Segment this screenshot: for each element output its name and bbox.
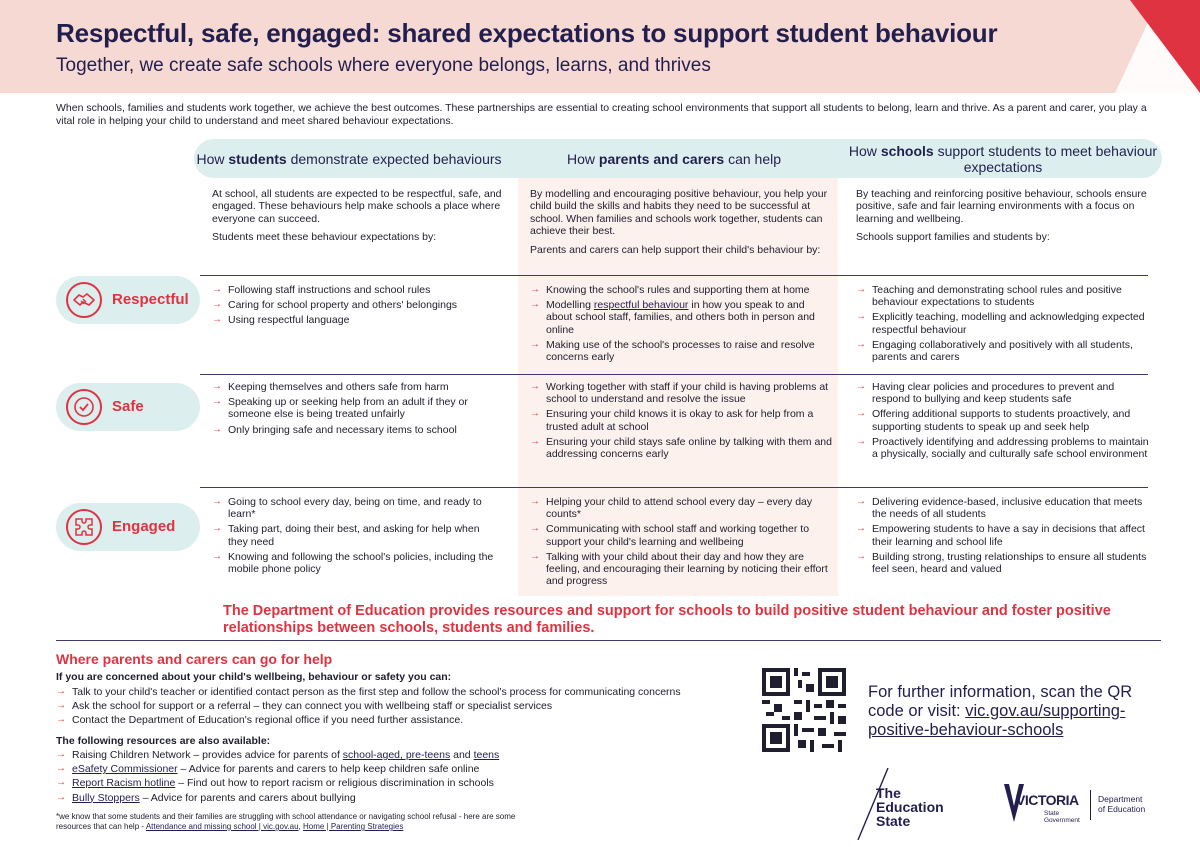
list-item: → Having clear policies and procedures to prevent and respond to bullying and keep students safe — [856, 381, 1152, 405]
list-item: → Bully Stoppers – Advice for parents and carers about bullying — [56, 792, 756, 804]
engaged-students-list — [212, 496, 502, 578]
list-item: → Proactively identifying and addressing problems to maintain a physically, socially and culturally safe school environment — [856, 436, 1152, 460]
header-red-triangle — [1130, 0, 1200, 93]
list-item: → Going to school every day, being on time, and ready to learn* — [212, 496, 502, 520]
resources-lead: The following resources are also available: — [56, 735, 271, 747]
list-item: → Helping your child to attend school every day – every day counts* — [530, 496, 832, 520]
intro-paragraph: When schools, families and students work together, we achieve the best outcomes. These partnerships are essential to creating school environments that support all students to belong, learn and thrive. As a parent and carer, you play a vital role in helping your child to understand and meet shared behaviour expectations. — [56, 102, 1147, 127]
list-item: → Ask the school for support or a referral – they can connect you with wellbeing staff or specialist services — [56, 700, 756, 712]
help-lead: If you are concerned about your child's wellbeing, behaviour or safety you can: — [56, 671, 452, 683]
shield-check-icon — [66, 389, 102, 425]
row-label-text: Safe — [112, 398, 144, 415]
list-item: → Talking with your child about their day and how they are feeling, and encouraging their learning by noticing their effort and progress — [530, 551, 832, 588]
report-racism-link[interactable]: Report Racism hotline — [72, 777, 176, 790]
handshake-icon — [66, 282, 102, 318]
list-item: → Talk to your child's teacher or identified contact person as the first step and follow the school's process for communicating concerns — [56, 686, 756, 698]
row-label-text: Respectful — [112, 291, 189, 308]
list-item: → Knowing and following the school's policies, including the mobile phone policy — [212, 551, 502, 575]
list-item: → Speaking up or seeking help from an adult if they or someone else is being treated unfairly — [212, 396, 502, 420]
footnote: *we know that some students and their families are struggling with school attendance or navigating school refusal - here are some resources that can help - Attendance and missing school | vic.gov.au, Home | Parenting Strategies — [56, 812, 516, 831]
list-item: → Caring for school property and others' belongings — [212, 299, 502, 311]
divider — [200, 374, 1148, 375]
students-intro: At school, all students are expected to be respectful, safe, and engaged. These behaviours help make schools a place where everyone can succeed. Students meet these behaviour expectations by: — [212, 188, 502, 244]
department-logo-text: Department of Education — [1098, 794, 1146, 814]
safe-students-list — [212, 381, 502, 439]
teens-link[interactable]: teens — [473, 749, 500, 761]
list-item: → Working together with staff if your child is having problems at school to understand and resolve the issue — [530, 381, 832, 405]
page-header — [0, 0, 1200, 93]
help-list — [56, 686, 756, 729]
logo-divider — [1090, 790, 1091, 820]
row-label-engaged — [56, 503, 200, 551]
row-label-text: Engaged — [112, 518, 176, 535]
respectful-parents-list — [530, 284, 832, 366]
list-item: → eSafety Commissioner – Advice for parents and carers to help keep children safe online — [56, 763, 756, 775]
list-item: → Engaging collaboratively and positively with all students, parents and carers — [856, 339, 1152, 363]
list-item: → Raising Children Network – provides advice for parents of school-aged, pre-teens and teens — [56, 749, 756, 761]
divider — [200, 487, 1148, 488]
list-item: → Empowering students to have a say in decisions that affect their learning and school life — [856, 523, 1152, 547]
list-item: → Keeping themselves and others safe from harm — [212, 381, 502, 393]
list-item: → Teaching and demonstrating school rules and positive behaviour expectations to students — [856, 284, 1152, 308]
page-subtitle: Together, we create safe schools where everyone belongs, learns, and thrives — [56, 55, 711, 76]
list-item: → Making use of the school's processes to raise and resolve concerns early — [530, 339, 832, 363]
engaged-parents-list — [530, 496, 832, 590]
list-item: → Offering additional supports to students proactively, and supporting students to speak up and seek help — [856, 408, 1152, 432]
respectful-students-list — [212, 284, 502, 330]
list-item: → Ensuring your child stays safe online by talking with them and addressing concerns early — [530, 436, 832, 460]
puzzle-icon — [66, 509, 102, 545]
row-label-respectful — [56, 276, 200, 324]
divider — [56, 640, 1161, 641]
list-item: → Communicating with school staff and working together to support your child's learning and wellbeing — [530, 523, 832, 547]
help-section-title: Where parents and carers can go for help — [56, 651, 333, 667]
bully-stoppers-link[interactable]: Bully Stoppers — [72, 791, 140, 804]
info-url-link[interactable]: vic.gov.au/supporting-positive-behaviour-schools — [868, 702, 1126, 739]
list-item: → Contact the Department of Education's regional office if you need further assistance. — [56, 714, 756, 726]
respectful-behaviour-link[interactable]: respectful behaviour — [593, 299, 689, 312]
education-state-logo: The Education State — [856, 768, 966, 840]
victoria-logo: VICTORIA State Government — [1004, 780, 1094, 826]
school-aged-link[interactable]: school-aged, pre-teens — [342, 749, 451, 761]
list-item: → Taking part, doing their best, and asking for help when they need — [212, 523, 502, 547]
qr-code-icon[interactable] — [762, 668, 846, 752]
list-item: → Delivering evidence-based, inclusive education that meets the needs of all students — [856, 496, 1152, 520]
list-item: → Following staff instructions and school rules — [212, 284, 502, 296]
esafety-link[interactable]: eSafety Commissioner — [72, 763, 178, 776]
row-label-safe — [56, 383, 200, 431]
list-item: → Using respectful language — [212, 314, 502, 326]
list-item: → Ensuring your child knows it is okay to ask for help from a trusted adult at school — [530, 408, 832, 432]
divider — [200, 275, 1148, 276]
column-heading-schools: How schools support students to meet behaviour expectations — [844, 139, 1162, 178]
column-heading-parents: How parents and carers can help — [504, 139, 844, 178]
list-item: → Only bringing safe and necessary items to school — [212, 424, 502, 436]
engaged-schools-list — [856, 496, 1152, 578]
respectful-schools-list — [856, 284, 1152, 366]
parents-intro: By modelling and encouraging positive behaviour, you help your child build the skills and habits they need to be successful at school. When families and schools work together, students can achieve their best. Parents and carers can help support their child's behaviour by: — [530, 188, 828, 256]
column-heading-students: How students demonstrate expected behaviours — [194, 139, 504, 178]
parenting-strategies-link[interactable]: Home | Parenting Strategies — [302, 822, 404, 831]
attendance-link[interactable]: Attendance and missing school | vic.gov.au — [145, 822, 299, 831]
qr-info-text: For further information, scan the QR code or visit: vic.gov.au/supporting-positive-behaviour-schools — [868, 683, 1133, 739]
list-item: → Explicitly teaching, modelling and acknowledging expected respectful behaviour — [856, 311, 1152, 335]
list-item: → Building strong, trusting relationships to ensure all students feel seen, heard and valued — [856, 551, 1152, 575]
page-title: Respectful, safe, engaged: shared expectations to support student behaviour — [56, 18, 998, 48]
schools-intro: By teaching and reinforcing positive behaviour, schools ensure positive, safe and fair learning environments with a focus on learning and wellbeing. Schools support families and students by: — [856, 188, 1147, 244]
resources-list — [56, 749, 756, 806]
list-item: → Knowing the school's rules and supporting them at home — [530, 284, 832, 296]
list-item: → Report Racism hotline – Find out how to report racism or religious discrimination in schools — [56, 777, 756, 789]
safe-schools-list — [856, 381, 1152, 463]
safe-parents-list — [530, 381, 832, 463]
department-statement: The Department of Education provides resources and support for schools to build positive student behaviour and foster positive relationships between schools, students and families. — [223, 603, 1111, 636]
list-item: → Modelling respectful behaviour in how you speak to and about school staff, families, and others both in person and online — [530, 299, 832, 336]
